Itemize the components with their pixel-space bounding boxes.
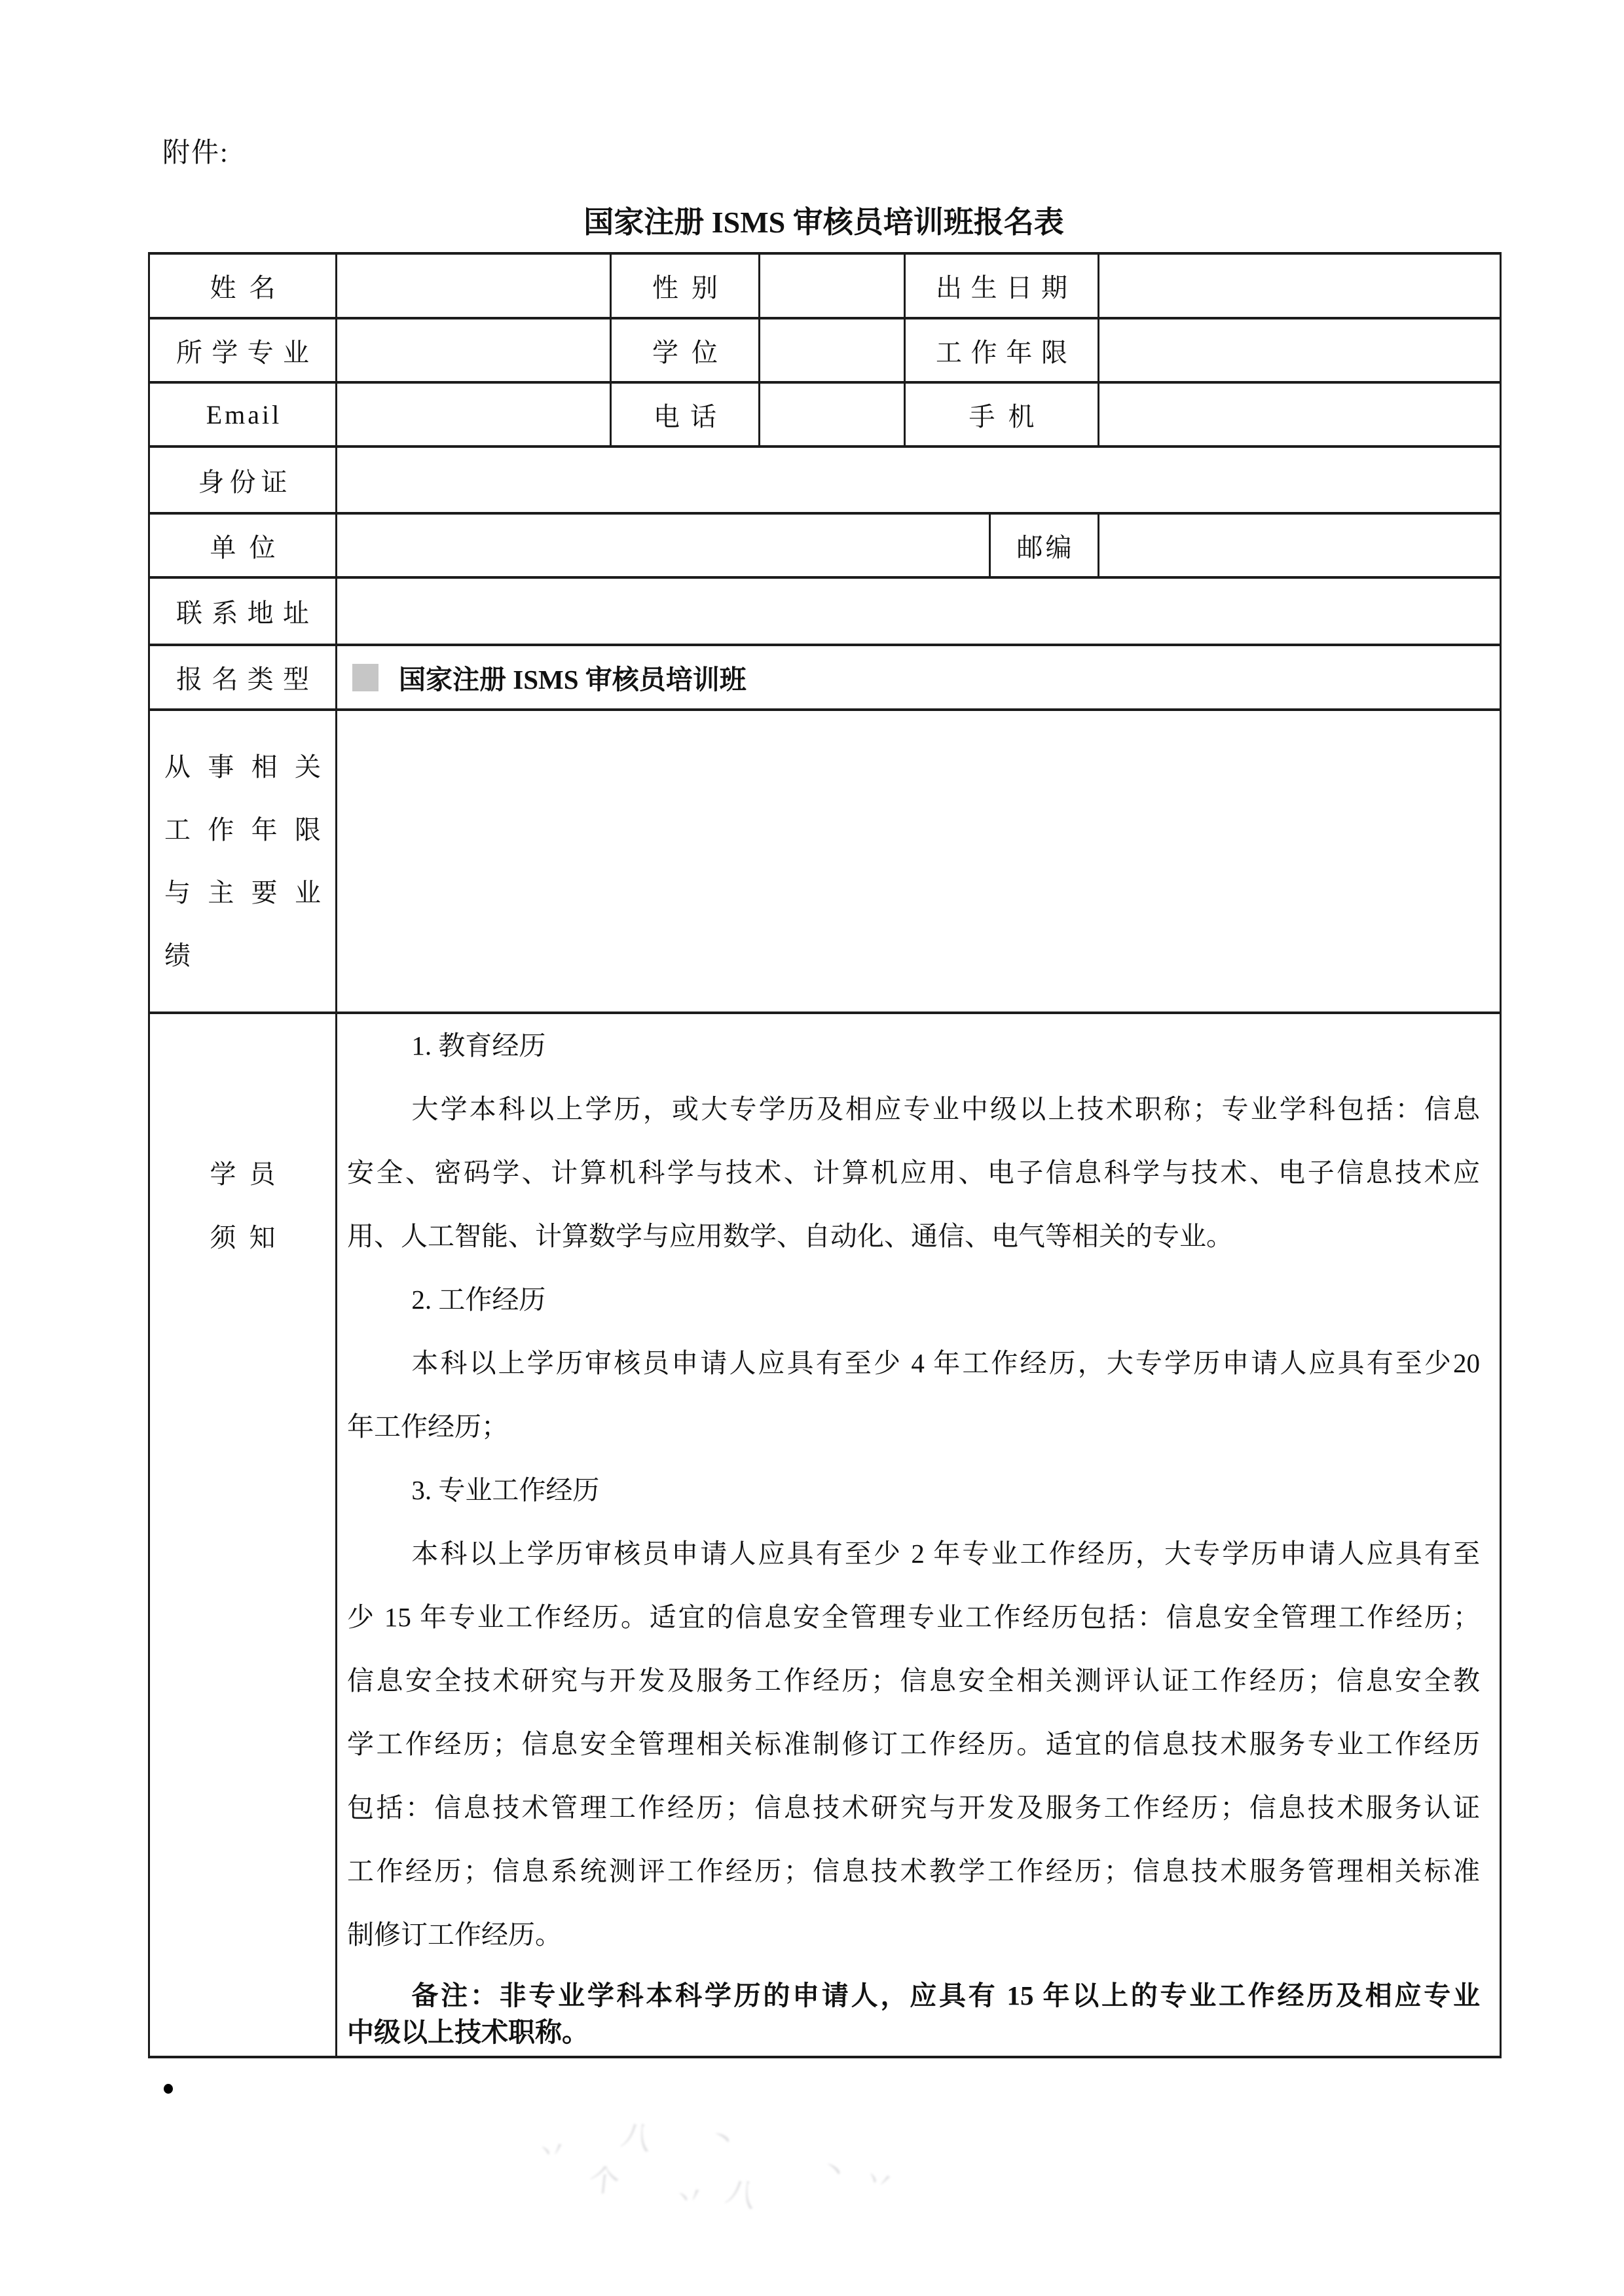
notice-label-line: 学员: [210, 1159, 289, 1189]
bullet-point: [164, 2084, 173, 2094]
name-label: 姓名: [210, 273, 289, 302]
notice-text-line: 少 15 年专业工作经历。适宜的信息安全管理专业工作经历包括：信息安全管理工作经历；: [347, 1602, 1480, 1632]
notice-text-line: 信息安全技术研究与开发及服务工作经历；信息安全相关测评认证工作经历；信息安全教: [347, 1666, 1480, 1696]
mobile-label-cell: [905, 382, 1099, 446]
notice-text: [337, 1014, 1500, 2050]
scan-smudge-watermark: 丷 八 丶 个 丷 八 丶 丷: [535, 2117, 897, 2217]
employer-input-cell[interactable]: [337, 513, 990, 577]
notice-text-line: 1. 教育经历: [411, 1030, 546, 1061]
major-input-cell[interactable]: [337, 318, 611, 382]
experience-input-cell[interactable]: [337, 710, 1501, 1013]
email-label: Email: [206, 399, 282, 429]
mobile-input-cell[interactable]: [1099, 382, 1501, 446]
notice-text-line: 学工作经历；信息安全管理相关标准制修订工作经历。适宜的信息技术服务专业工作经历: [347, 1729, 1480, 1759]
gender-label-cell: [611, 253, 760, 318]
table-row: [149, 645, 1501, 710]
notice-text-line: 制修订工作经历。: [347, 1920, 562, 1950]
table-row: [149, 513, 1501, 577]
name-input-cell[interactable]: [337, 253, 611, 318]
table-row: [149, 382, 1501, 446]
reg-type-option-cell: [337, 645, 1501, 710]
phone-input-cell[interactable]: [760, 382, 905, 446]
notice-text-line: 本科以上学历审核员申请人应具有至少 4 年工作经历，大专学历申请人应具有至少20: [411, 1348, 1480, 1378]
notice-text-line: 2. 工作经历: [411, 1285, 546, 1315]
mobile-label: 手机: [969, 401, 1048, 431]
birth-input-cell[interactable]: [1099, 253, 1501, 318]
attachment-label: 附件:: [162, 138, 229, 168]
id-input-cell[interactable]: [337, 446, 1501, 513]
zip-input-cell[interactable]: [1099, 513, 1501, 577]
form-title: 国家注册 ISMS 审核员培训班报名表: [583, 206, 1064, 239]
notice-text-line: 大学本科以上学历，或大专学历及相应专业中级以上技术职称；专业学科包括：信息: [411, 1094, 1480, 1124]
notice-label-line: 须知: [210, 1223, 289, 1252]
experience-label-line: 从事相关: [164, 752, 321, 782]
table-row: [149, 318, 1501, 382]
table-row: [149, 577, 1501, 645]
experience-label-line: 绩: [164, 940, 191, 970]
degree-label-cell: [611, 318, 760, 382]
experience-label-cell: [149, 710, 337, 1013]
gender-input-cell[interactable]: [760, 253, 905, 318]
email-label-cell: [149, 382, 337, 446]
id-label-cell: [149, 446, 337, 513]
employer-label: 单位: [210, 532, 289, 562]
reg-type-label-cell: 报名类型: [149, 645, 337, 710]
notice-text-line: 备注：非专业学科本科学历的申请人，应具有 15 年以上的专业工作经历及相应专业: [411, 1980, 1480, 2011]
phone-label-cell: [611, 382, 760, 446]
notice-text-line: 3. 专业工作经历: [411, 1475, 600, 1505]
notice-text-line: 中级以上技术职称。: [347, 2017, 589, 2047]
work-years-label-cell: 工作年限: [905, 318, 1099, 382]
table-row: [149, 446, 1501, 513]
major-label-cell: 所学专业: [149, 318, 337, 382]
address-input-cell[interactable]: [337, 577, 1501, 645]
table-row: [149, 1013, 1501, 2057]
experience-label-line: 与主要业: [164, 877, 321, 907]
work-years-input-cell[interactable]: [1099, 318, 1501, 382]
notice-content-cell: [337, 1013, 1501, 2057]
name-label-cell: [149, 253, 337, 318]
address-label-cell: 联系地址: [149, 577, 337, 645]
phone-label: 电话: [654, 401, 727, 431]
table-row: [149, 253, 1501, 318]
notice-text-line: 用、人工智能、计算数学与应用数学、自动化、通信、电气等相关的专业。: [347, 1221, 1233, 1251]
email-input-cell[interactable]: [337, 382, 611, 446]
degree-input-cell[interactable]: [760, 318, 905, 382]
experience-label-line: 工作年限: [164, 814, 321, 845]
zip-label-cell: [990, 513, 1099, 577]
degree-label: 学位: [652, 337, 731, 367]
registration-form-table: [148, 252, 1502, 2058]
zip-label: 邮编: [1016, 532, 1075, 562]
notice-text-line: 本科以上学历审核员申请人应具有至少 2 年专业工作经历，大专学历申请人应具有至: [411, 1539, 1480, 1569]
notice-text-line: 工作经历；信息系统测评工作经历；信息技术教学工作经历；信息技术服务管理相关标准: [347, 1856, 1480, 1886]
birth-label-cell: 出生日期: [905, 253, 1099, 318]
notice-label-cell: [149, 1013, 337, 2057]
notice-text-line: 安全、密码学、计算机科学与技术、计算机应用、电子信息科学与技术、电子信息技术应: [347, 1157, 1480, 1188]
employer-label-cell: [149, 513, 337, 577]
experience-label: [150, 736, 335, 987]
notice-text-line: 年工作经历；: [347, 1412, 508, 1442]
id-label: 身份证: [198, 467, 293, 497]
table-row: [149, 710, 1501, 1013]
gender-label: 性别: [652, 273, 731, 302]
reg-type-checkbox[interactable]: [352, 664, 378, 691]
reg-type-option-label: 国家注册 ISMS 审核员培训班: [399, 665, 747, 695]
notice-label: [150, 1014, 335, 1269]
notice-text-line: 包括：信息技术管理工作经历；信息技术研究与开发及服务工作经历；信息技术服务认证: [347, 1793, 1480, 1823]
